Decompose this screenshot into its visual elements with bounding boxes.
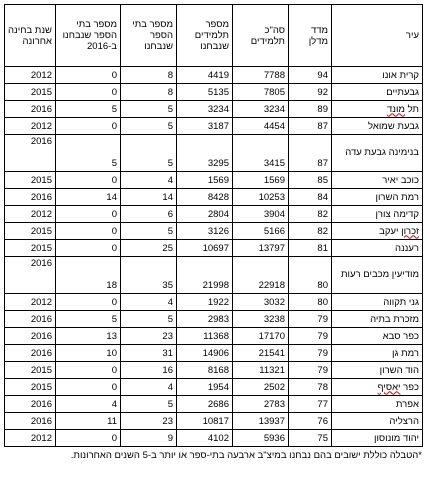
table-row	[5, 223, 423, 240]
cell-total-students: 17170	[233, 328, 289, 345]
cell-total-students: 21541	[233, 345, 289, 362]
cell-city: רמת השרון	[332, 189, 423, 206]
cell-last-exam-year: 2016	[5, 396, 56, 413]
cell-schools-tested: 14	[121, 189, 177, 206]
cell-city: כפר סבא	[332, 328, 423, 345]
cell-total-students: 7805	[233, 84, 289, 101]
cell-score: 75	[289, 430, 332, 447]
cell-last-exam-year: 2016	[5, 189, 56, 206]
header-schools-tested: מספר בתי הספר שנבחנו	[121, 5, 177, 67]
cell-schools-tested: 23	[121, 413, 177, 430]
cell-city: רעננה	[332, 240, 423, 257]
cell-city: כוכב יאיר	[332, 172, 423, 189]
cell-tested-students: 2983	[177, 311, 233, 328]
cell-city: תל מונד	[332, 101, 423, 118]
table-row	[5, 118, 423, 135]
cell-schools-tested-2016: 0	[56, 84, 121, 101]
table-row	[5, 430, 423, 447]
cell-schools-tested: 8	[121, 84, 177, 101]
cell-schools-tested-2016: 11	[56, 413, 121, 430]
cell-last-exam-year: 2012	[5, 430, 56, 447]
cell-score: 94	[289, 67, 332, 84]
cell-schools-tested: 9	[121, 430, 177, 447]
cell-schools-tested-2016: 10	[56, 345, 121, 362]
cell-last-exam-year: 2012	[5, 118, 56, 135]
cell-total-students: 10253	[233, 189, 289, 206]
cell-score: 79	[289, 362, 332, 379]
cell-schools-tested: 5	[121, 223, 177, 240]
cell-total-students: 3238	[233, 311, 289, 328]
cell-schools-tested: 8	[121, 67, 177, 84]
cell-schools-tested-2016: 5	[56, 311, 121, 328]
table-row	[5, 84, 423, 101]
header-total-students: סה"כ תלמידים	[233, 5, 289, 67]
table-row	[5, 206, 423, 223]
cell-tested-students: 10817	[177, 413, 233, 430]
cell-city: בנימינה גבעת עדה	[332, 135, 423, 172]
cell-schools-tested-2016: 0	[56, 430, 121, 447]
cell-schools-tested: 5	[121, 101, 177, 118]
cell-last-exam-year: 2015	[5, 240, 56, 257]
cell-tested-students: 3234	[177, 101, 233, 118]
cell-last-exam-year: 2012	[5, 206, 56, 223]
cell-city: קרית אונו	[332, 67, 423, 84]
cell-last-exam-year: 2015	[5, 379, 56, 396]
cell-last-exam-year: 2016	[5, 135, 56, 172]
cell-city: הרצליה	[332, 413, 423, 430]
cell-score: 82	[289, 206, 332, 223]
cell-tested-students: 2686	[177, 396, 233, 413]
cell-tested-students: 3295	[177, 135, 233, 172]
cell-city: רמת גן	[332, 345, 423, 362]
cell-total-students: 2502	[233, 379, 289, 396]
cell-tested-students: 10697	[177, 240, 233, 257]
cell-schools-tested-2016: 4	[56, 396, 121, 413]
cell-tested-students: 8168	[177, 362, 233, 379]
cell-total-students: 11321	[233, 362, 289, 379]
cell-schools-tested-2016: 0	[56, 223, 121, 240]
cell-total-students: 5166	[233, 223, 289, 240]
cell-last-exam-year: 2015	[5, 84, 56, 101]
cell-schools-tested-2016: 0	[56, 294, 121, 311]
table-body	[5, 67, 423, 447]
cell-tested-students: 1954	[177, 379, 233, 396]
spellcheck-underline: יאסיף	[377, 381, 401, 393]
table-row	[5, 362, 423, 379]
header-city: עיר	[332, 5, 423, 67]
cell-tested-students: 3187	[177, 118, 233, 135]
table-row	[5, 294, 423, 311]
cell-schools-tested: 4	[121, 379, 177, 396]
table-row	[5, 257, 423, 294]
cell-score: 80	[289, 257, 332, 294]
cell-score: 79	[289, 311, 332, 328]
cell-tested-students: 1569	[177, 172, 233, 189]
cell-tested-students: 3126	[177, 223, 233, 240]
cell-last-exam-year: 2015	[5, 362, 56, 379]
table-row	[5, 172, 423, 189]
table-row	[5, 135, 423, 172]
header-score: מדד מדלן	[289, 5, 332, 67]
cell-schools-tested-2016: 18	[56, 257, 121, 294]
cell-schools-tested-2016: 0	[56, 67, 121, 84]
cell-total-students: 5936	[233, 430, 289, 447]
table-row	[5, 311, 423, 328]
cell-schools-tested-2016: 0	[56, 206, 121, 223]
cell-score: 82	[289, 223, 332, 240]
cell-total-students: 4454	[233, 118, 289, 135]
cell-last-exam-year: 2016	[5, 345, 56, 362]
footnote: *הטבלה כוללת ישובים בהם נבחנו במיצ"ב ארבעה בתי-ספר או יותר ב-5 השנים האחרונות.	[70, 450, 422, 461]
cell-schools-tested: 31	[121, 345, 177, 362]
cell-schools-tested: 4	[121, 294, 177, 311]
cell-tested-students: 4419	[177, 67, 233, 84]
cell-city: גבעתיים	[332, 84, 423, 101]
cell-score: 92	[289, 84, 332, 101]
table-row	[5, 240, 423, 257]
cell-score: 81	[289, 240, 332, 257]
cell-last-exam-year: 2015	[5, 223, 56, 240]
table-row	[5, 189, 423, 206]
cell-total-students: 22918	[233, 257, 289, 294]
table-row	[5, 413, 423, 430]
cell-city: זכרון יעקב	[332, 223, 423, 240]
cell-last-exam-year: 2012	[5, 67, 56, 84]
cell-schools-tested: 5	[121, 396, 177, 413]
cell-schools-tested: 6	[121, 206, 177, 223]
table-row	[5, 67, 423, 84]
cell-score: 78	[289, 379, 332, 396]
cell-schools-tested: 5	[121, 311, 177, 328]
cell-score: 89	[289, 101, 332, 118]
table-row	[5, 101, 423, 118]
cell-total-students: 7788	[233, 67, 289, 84]
cell-tested-students: 4102	[177, 430, 233, 447]
cell-schools-tested-2016: 5	[56, 135, 121, 172]
cell-last-exam-year: 2016	[5, 257, 56, 294]
cell-city: הוד השרון	[332, 362, 423, 379]
cell-score: 76	[289, 413, 332, 430]
cell-total-students: 3234	[233, 101, 289, 118]
cell-score: 79	[289, 345, 332, 362]
cell-schools-tested-2016: 13	[56, 328, 121, 345]
schools-table	[4, 4, 423, 447]
cell-tested-students: 11368	[177, 328, 233, 345]
cell-last-exam-year: 2015	[5, 172, 56, 189]
table-row	[5, 328, 423, 345]
cell-schools-tested: 23	[121, 328, 177, 345]
cell-score: 80	[289, 294, 332, 311]
header-tested-students: מספר תלמידים שנבחנו	[177, 5, 233, 67]
cell-last-exam-year: 2016	[5, 101, 56, 118]
cell-schools-tested: 4	[121, 172, 177, 189]
cell-last-exam-year: 2012	[5, 294, 56, 311]
cell-schools-tested: 5	[121, 118, 177, 135]
cell-score: 87	[289, 135, 332, 172]
header-last-exam-year: שנת בחינה אחרונה	[5, 5, 56, 67]
cell-schools-tested: 35	[121, 257, 177, 294]
spellcheck-underline: מונד	[386, 103, 405, 115]
cell-total-students: 13937	[233, 413, 289, 430]
cell-tested-students: 1922	[177, 294, 233, 311]
cell-schools-tested: 5	[121, 135, 177, 172]
cell-score: 87	[289, 118, 332, 135]
cell-city: אפרת	[332, 396, 423, 413]
cell-schools-tested-2016: 0	[56, 118, 121, 135]
data-table-container	[4, 4, 426, 461]
cell-tested-students: 2804	[177, 206, 233, 223]
table-row	[5, 345, 423, 362]
cell-score: 84	[289, 189, 332, 206]
cell-score: 77	[289, 396, 332, 413]
cell-schools-tested-2016: 5	[56, 101, 121, 118]
cell-city: מזכרת בתיה	[332, 311, 423, 328]
table-row	[5, 396, 423, 413]
cell-city: מודיעין מכבים רעות	[332, 257, 423, 294]
cell-score: 85	[289, 172, 332, 189]
cell-schools-tested: 16	[121, 362, 177, 379]
header-schools-tested-2016: מספר בתי הספר שנבחנו ב-2016	[56, 5, 121, 67]
table-row	[5, 379, 423, 396]
cell-total-students: 3415	[233, 135, 289, 172]
cell-score: 79	[289, 328, 332, 345]
cell-total-students: 2783	[233, 396, 289, 413]
cell-last-exam-year: 2016	[5, 413, 56, 430]
cell-total-students: 1569	[233, 172, 289, 189]
cell-total-students: 3904	[233, 206, 289, 223]
cell-tested-students: 5135	[177, 84, 233, 101]
cell-tested-students: 14906	[177, 345, 233, 362]
cell-tested-students: 8428	[177, 189, 233, 206]
cell-city: גבעת שמואל	[332, 118, 423, 135]
cell-city: כפר יאסיף	[332, 379, 423, 396]
cell-schools-tested-2016: 0	[56, 240, 121, 257]
cell-total-students: 13797	[233, 240, 289, 257]
cell-last-exam-year: 2016	[5, 311, 56, 328]
cell-schools-tested-2016: 0	[56, 379, 121, 396]
cell-last-exam-year: 2016	[5, 328, 56, 345]
cell-tested-students: 21998	[177, 257, 233, 294]
cell-city: גני תקווה	[332, 294, 423, 311]
cell-city: קדימה צורן	[332, 206, 423, 223]
cell-total-students: 3032	[233, 294, 289, 311]
spellcheck-underline: זכרון	[401, 225, 419, 237]
cell-city: יהוד מונוסון	[332, 430, 423, 447]
cell-schools-tested-2016: 0	[56, 362, 121, 379]
cell-schools-tested-2016: 14	[56, 189, 121, 206]
cell-schools-tested-2016: 0	[56, 172, 121, 189]
cell-schools-tested: 25	[121, 240, 177, 257]
header-row	[5, 5, 423, 67]
